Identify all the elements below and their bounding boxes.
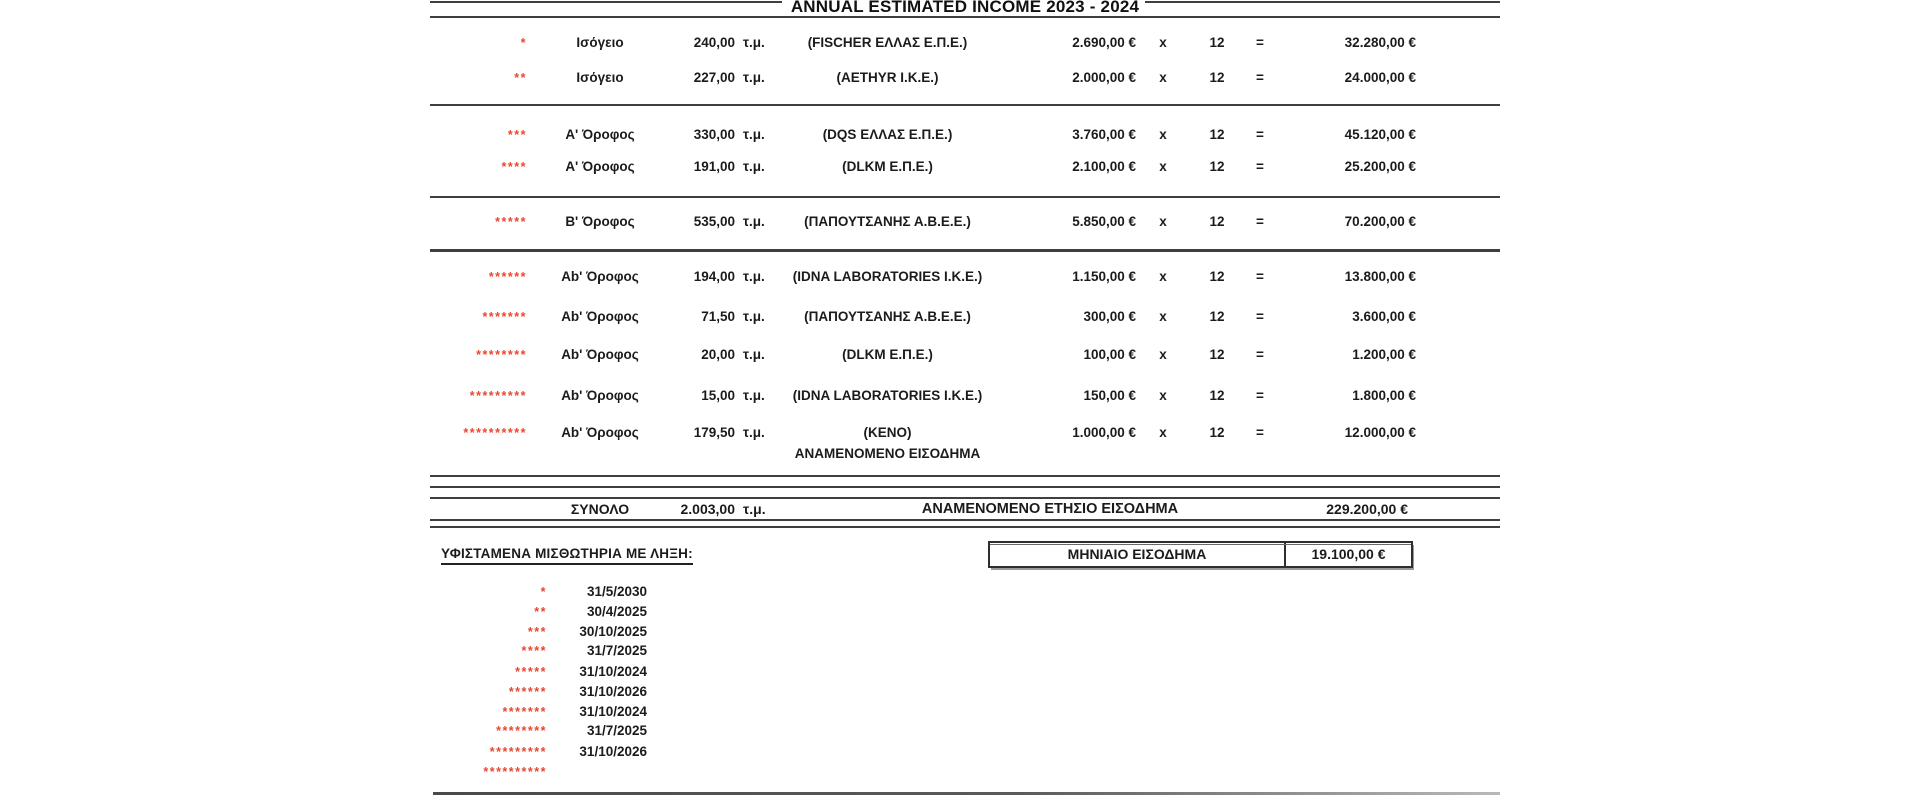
row-rent: 1.150,00 € xyxy=(1072,269,1136,284)
row-area: 227,00 xyxy=(693,70,735,85)
row-equals: = xyxy=(1256,425,1264,440)
row-total: 1.800,00 € xyxy=(1352,388,1416,403)
row-stars: **** xyxy=(501,160,527,174)
row-equals: = xyxy=(1256,70,1264,85)
row-equals: = xyxy=(1256,214,1264,229)
row-months: 12 xyxy=(1209,388,1225,403)
table-row xyxy=(430,345,1500,365)
row-tenant: (IDNA LABORATORIES Ι.Κ.Ε.) xyxy=(792,388,983,403)
lease-item xyxy=(430,722,830,740)
lease-stars: ********* xyxy=(489,745,547,759)
row-unit: τ.μ. xyxy=(743,127,765,142)
table-row xyxy=(430,423,1500,443)
summary-top-rule-outer xyxy=(430,486,1500,488)
leases-heading: ΥΦΙΣΤΑΜΕΝΑ ΜΙΣΘΩΤΗΡΙΑ ΜΕ ΛΗΞΗ: xyxy=(441,546,693,565)
row-floor: Ab' Όροφος xyxy=(561,425,639,440)
row-stars: ********* xyxy=(469,389,527,403)
row-floor: Ισόγειο xyxy=(576,35,624,50)
lease-stars: ****** xyxy=(508,685,547,699)
table-row xyxy=(430,125,1500,145)
row-area: 535,00 xyxy=(693,214,735,229)
row-stars: ******** xyxy=(476,348,527,362)
summary-total-area: 2.003,00 xyxy=(680,501,735,517)
summary-bottom-rule-outer xyxy=(430,526,1500,528)
lease-date: 31/10/2026 xyxy=(579,744,647,759)
row-tenant: (IDNA LABORATORIES Ι.Κ.Ε.) xyxy=(792,269,983,284)
lease-date: 31/10/2024 xyxy=(579,664,647,679)
lease-item xyxy=(430,623,830,641)
row-tenant: (ΚΕΝΟ) xyxy=(863,425,912,440)
row-rent: 2.000,00 € xyxy=(1072,70,1136,85)
row-unit: τ.μ. xyxy=(743,425,765,440)
row-total: 25.200,00 € xyxy=(1344,159,1416,174)
row-unit: τ.μ. xyxy=(743,347,765,362)
lease-date: 31/10/2026 xyxy=(579,684,647,699)
table-row xyxy=(430,33,1500,53)
row-rent: 2.100,00 € xyxy=(1072,159,1136,174)
row-equals: = xyxy=(1256,388,1264,403)
lease-stars: *** xyxy=(527,625,547,639)
monthly-income-label: ΜΗΝΙΑΙΟ ΕΙΣΟΔΗΜΑ xyxy=(990,543,1286,566)
row-area: 20,00 xyxy=(701,347,735,362)
row-stars: ****** xyxy=(488,270,527,284)
lease-date: 31/5/2030 xyxy=(586,584,647,599)
table-row xyxy=(430,68,1500,88)
row-total: 3.600,00 € xyxy=(1352,309,1416,324)
monthly-income-box xyxy=(988,541,1413,568)
row-unit: τ.μ. xyxy=(743,70,765,85)
row-multiplier: x xyxy=(1159,425,1167,440)
row-multiplier: x xyxy=(1159,159,1167,174)
row-tenant: (AETHYR Ι.Κ.Ε.) xyxy=(836,70,939,85)
section-separator xyxy=(430,104,1500,106)
lease-item xyxy=(430,763,830,781)
row-months: 12 xyxy=(1209,214,1225,229)
row-unit: τ.μ. xyxy=(743,388,765,403)
row-stars: ***** xyxy=(495,215,527,229)
table-row-note xyxy=(430,444,1500,464)
row-equals: = xyxy=(1256,309,1264,324)
row-multiplier: x xyxy=(1159,347,1167,362)
table-row xyxy=(430,157,1500,177)
lease-date: 31/7/2025 xyxy=(586,643,647,658)
lease-date: 30/10/2025 xyxy=(579,624,647,639)
row-stars: * xyxy=(520,36,527,50)
row-months: 12 xyxy=(1209,269,1225,284)
row-area: 15,00 xyxy=(701,388,735,403)
row-unit: τ.μ. xyxy=(743,269,765,284)
row-months: 12 xyxy=(1209,309,1225,324)
lease-date: 30/4/2025 xyxy=(586,604,647,619)
table-row xyxy=(430,267,1500,287)
row-multiplier: x xyxy=(1159,35,1167,50)
row-stars: ********** xyxy=(463,426,527,440)
lease-item xyxy=(430,583,830,601)
row-rent: 5.850,00 € xyxy=(1072,214,1136,229)
row-equals: = xyxy=(1256,127,1264,142)
lease-stars: ** xyxy=(534,605,547,619)
row-months: 12 xyxy=(1209,70,1225,85)
table-bottom-rule xyxy=(430,475,1500,477)
summary-label: ΣΥΝΟΛΟ xyxy=(570,501,630,517)
table-row xyxy=(430,386,1500,406)
row-equals: = xyxy=(1256,269,1264,284)
row-area: 240,00 xyxy=(693,35,735,50)
row-area: 191,00 xyxy=(693,159,735,174)
row-stars: ** xyxy=(514,71,527,85)
row-multiplier: x xyxy=(1159,70,1167,85)
row-tenant: (ΠΑΠΟΥΤΣΑΝΗΣ Α.Β.Ε.Ε.) xyxy=(804,214,971,229)
row-floor: Β' Όροφος xyxy=(565,214,635,229)
row-area: 179,50 xyxy=(693,425,735,440)
row-equals: = xyxy=(1256,159,1264,174)
row-area: 71,50 xyxy=(701,309,735,324)
page-bottom-rule xyxy=(433,792,1500,795)
row-rent: 3.760,00 € xyxy=(1072,127,1136,142)
row-rent: 1.000,00 € xyxy=(1072,425,1136,440)
summary-annual-label: ΑΝΑΜΕΝΟΜΕΝΟ ΕΤΗΣΙΟ ΕΙΣΟΔΗΜΑ xyxy=(921,501,1179,517)
row-months: 12 xyxy=(1209,425,1225,440)
row-area: 330,00 xyxy=(693,127,735,142)
summary-row xyxy=(430,499,1500,519)
row-unit: τ.μ. xyxy=(743,35,765,50)
section-separator xyxy=(430,249,1500,252)
row-tenant: (DLKM Ε.Π.Ε.) xyxy=(842,159,933,174)
monthly-income-value: 19.100,00 € xyxy=(1311,546,1386,562)
section-separator xyxy=(430,196,1500,198)
row-multiplier: x xyxy=(1159,269,1167,284)
title-underline xyxy=(430,16,1500,18)
row-total: 24.000,00 € xyxy=(1344,70,1416,85)
row-equals: = xyxy=(1256,35,1264,50)
lease-item xyxy=(430,683,830,701)
summary-annual-total: 229.200,00 € xyxy=(1326,501,1408,517)
row-tenant: (ΠΑΠΟΥΤΣΑΝΗΣ Α.Β.Ε.Ε.) xyxy=(804,309,971,324)
row-floor: Α' Όροφος xyxy=(565,159,635,174)
row-unit: τ.μ. xyxy=(743,309,765,324)
row-tenant-note: ΑΝΑΜΕΝΟΜΕΝΟ ΕΙΣΟΔΗΜΑ xyxy=(794,446,981,461)
lease-item xyxy=(430,743,830,761)
row-tenant: (DQS ΕΛΛΑΣ Ε.Π.Ε.) xyxy=(822,127,953,142)
row-months: 12 xyxy=(1209,127,1225,142)
row-multiplier: x xyxy=(1159,127,1167,142)
lease-date: 31/7/2025 xyxy=(586,723,647,738)
row-multiplier: x xyxy=(1159,309,1167,324)
row-total: 12.000,00 € xyxy=(1344,425,1416,440)
lease-stars: ******* xyxy=(502,705,547,719)
lease-stars: ********** xyxy=(483,765,547,779)
lease-item xyxy=(430,703,830,721)
page-title: ANNUAL ESTIMATED INCOME 2023 - 2024 xyxy=(790,0,1140,16)
row-equals: = xyxy=(1256,347,1264,362)
lease-stars: ***** xyxy=(515,665,547,679)
lease-stars: ******** xyxy=(496,724,547,738)
row-multiplier: x xyxy=(1159,214,1167,229)
row-rent: 150,00 € xyxy=(1083,388,1136,403)
row-total: 1.200,00 € xyxy=(1352,347,1416,362)
row-total: 13.800,00 € xyxy=(1344,269,1416,284)
table-row xyxy=(430,307,1500,327)
row-floor: Ισόγειο xyxy=(576,70,624,85)
row-months: 12 xyxy=(1209,159,1225,174)
row-months: 12 xyxy=(1209,35,1225,50)
row-area: 194,00 xyxy=(693,269,735,284)
row-total: 45.120,00 € xyxy=(1344,127,1416,142)
lease-date: 31/10/2024 xyxy=(579,704,647,719)
row-stars: ******* xyxy=(482,310,527,324)
row-rent: 2.690,00 € xyxy=(1072,35,1136,50)
row-months: 12 xyxy=(1209,347,1225,362)
row-rent: 100,00 € xyxy=(1083,347,1136,362)
row-rent: 300,00 € xyxy=(1083,309,1136,324)
row-total: 32.280,00 € xyxy=(1344,35,1416,50)
lease-item xyxy=(430,642,830,660)
row-unit: τ.μ. xyxy=(743,159,765,174)
lease-stars: **** xyxy=(521,644,547,658)
row-multiplier: x xyxy=(1159,388,1167,403)
row-floor: Ab' Όροφος xyxy=(561,309,639,324)
lease-item xyxy=(430,603,830,621)
row-floor: Ab' Όροφος xyxy=(561,347,639,362)
row-floor: Ab' Όροφος xyxy=(561,269,639,284)
row-floor: Α' Όροφος xyxy=(565,127,635,142)
row-total: 70.200,00 € xyxy=(1344,214,1416,229)
summary-bottom-rule-inner xyxy=(430,519,1500,521)
row-tenant: (DLKM Ε.Π.Ε.) xyxy=(842,347,933,362)
summary-unit: τ.μ. xyxy=(743,501,766,517)
table-row xyxy=(430,212,1500,232)
row-stars: *** xyxy=(507,128,527,142)
row-tenant: (FISCHER ΕΛΛΑΣ Ε.Π.Ε.) xyxy=(807,35,968,50)
row-unit: τ.μ. xyxy=(743,214,765,229)
row-floor: Ab' Όροφος xyxy=(561,388,639,403)
lease-item xyxy=(430,663,830,681)
lease-stars: * xyxy=(540,585,547,599)
